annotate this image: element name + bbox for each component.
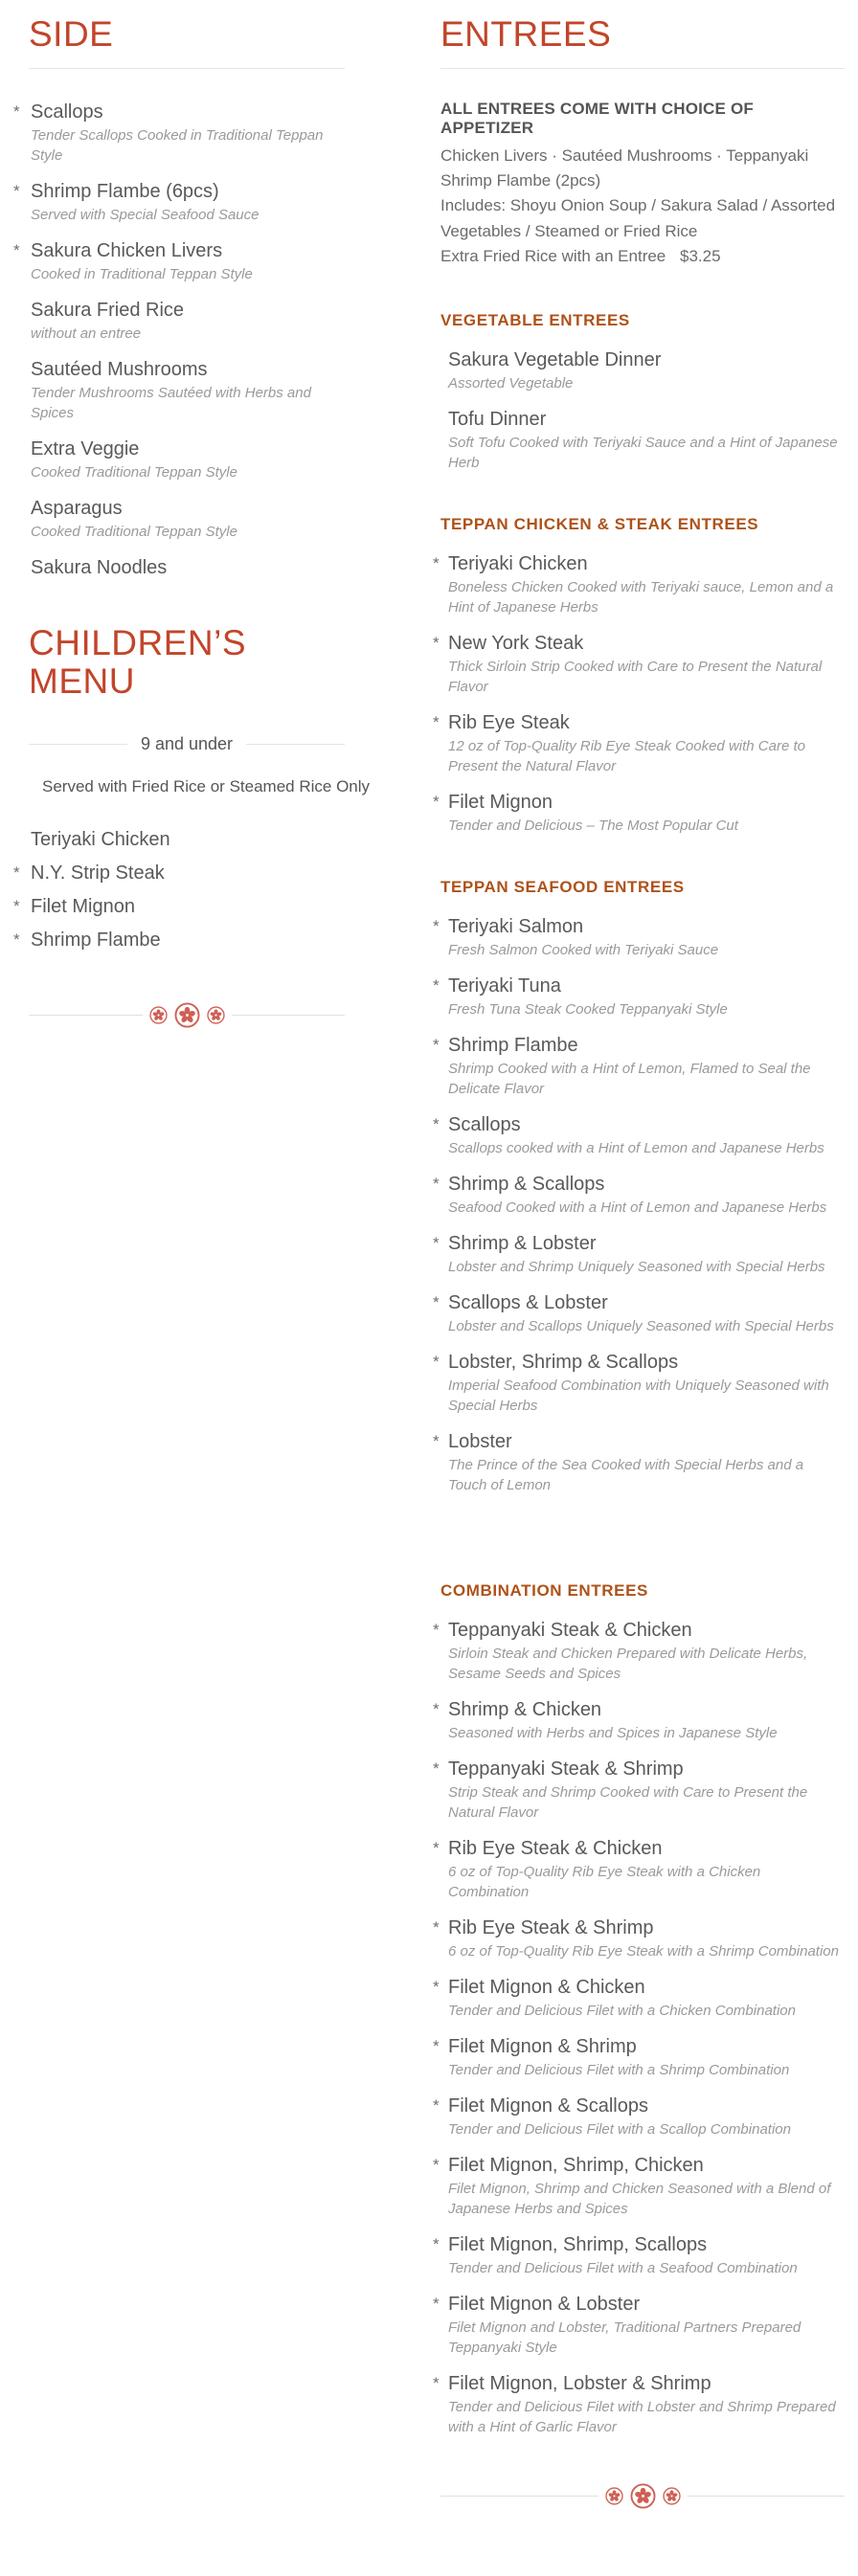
combination-items-list <box>433 1618 845 2437</box>
sakura-flower-icon <box>207 1006 225 1024</box>
item-name: Filet Mignon & Lobster <box>448 2294 641 2316</box>
menu-item <box>433 1350 845 1416</box>
item-name: Extra Veggie <box>31 437 140 459</box>
menu-item <box>433 631 845 697</box>
item-name: Sautéed Mushrooms <box>31 358 208 380</box>
item-description: Imperial Seafood Combination with Uniquely Seasoned with Special Herbs <box>448 1378 829 1415</box>
item-name: Filet Mignon & Chicken <box>448 1977 645 1999</box>
menu-item <box>433 1697 845 1743</box>
item-description: Served with Special Seafood Sauce <box>31 206 260 223</box>
item-description: Tender Mushrooms Sautéed with Herbs and Spices <box>31 384 311 421</box>
asterisk-marker: * <box>433 634 440 653</box>
item-description: Strip Steak and Shrimp Cooked with Care to Present the Natural Flavor <box>448 1784 808 1822</box>
item-description: Tender and Delicious – The Most Popular Cut <box>448 818 738 835</box>
item-description: Tender and Delicious Filet with a Seafood Combination <box>448 2260 798 2277</box>
menu-item <box>433 1429 845 1495</box>
asterisk-marker: * <box>433 2295 440 2314</box>
sakura-flower-icon <box>174 1002 200 1028</box>
item-name: Scallops <box>31 101 103 123</box>
menu-item <box>433 2034 845 2080</box>
item-name: Shrimp & Scallops <box>448 1174 605 1196</box>
sakura-divider <box>29 1002 345 1028</box>
menu-item <box>29 298 345 344</box>
seafood-items-list <box>433 914 845 1495</box>
item-name: Shrimp Flambe (6pcs) <box>31 180 219 202</box>
asterisk-marker: * <box>433 976 440 996</box>
vegetable-items-list <box>440 347 845 473</box>
asterisk-marker: * <box>433 2037 440 2056</box>
item-name: Shrimp Flambe <box>31 930 161 952</box>
item-description: Tender and Delicious Filet with a Chicken Combination <box>448 2003 796 2020</box>
item-name: Teppanyaki Steak & Shrimp <box>448 1758 684 1781</box>
item-name: New York Steak <box>448 633 584 655</box>
item-description: Cooked Traditional Teppan Style <box>31 523 237 540</box>
asterisk-marker: * <box>433 713 440 732</box>
item-description: Sirloin Steak and Chicken Prepared with Delicate Herbs, Sesame Seeds and Spices <box>448 1646 808 1683</box>
extra-rice-text: Extra Fried Rice with an Entree <box>440 247 666 266</box>
asterisk-marker: * <box>433 1234 440 1253</box>
divider-line <box>688 2496 846 2497</box>
menu-item <box>29 357 345 423</box>
asterisk-marker: * <box>433 1759 440 1779</box>
asterisk-marker: * <box>433 1839 440 1858</box>
divider <box>440 68 845 69</box>
subsection-heading: TEPPAN CHICKEN & STEAK ENTREES <box>440 515 759 534</box>
menu-item <box>433 1757 845 1823</box>
item-description: Soft Tofu Cooked with Teriyaki Sauce and a Hint of Japanese Herb <box>448 435 838 472</box>
menu-item <box>13 894 345 919</box>
menu-item <box>433 1112 845 1158</box>
menu-item <box>433 2153 845 2219</box>
item-name: Filet Mignon <box>448 792 553 814</box>
side-section-title: SIDE <box>29 14 114 54</box>
asterisk-marker: * <box>13 897 20 916</box>
menu-item <box>433 1618 845 1684</box>
item-description: Lobster and Scallops Uniquely Seasoned with Special Herbs <box>448 1318 834 1335</box>
item-name: Sakura Noodles <box>31 556 168 578</box>
asterisk-marker: * <box>433 1036 440 1055</box>
seafood-entrees-section <box>433 878 845 1495</box>
menu-item <box>433 974 845 1019</box>
age-note: 9 and under <box>140 734 234 754</box>
menu-item <box>29 555 345 580</box>
menu-item <box>13 179 345 225</box>
divider <box>29 68 345 69</box>
item-description: Fresh Tuna Steak Cooked Teppanyaki Style <box>448 1001 728 1019</box>
item-name: Asparagus <box>31 497 123 519</box>
item-description: Lobster and Shrimp Uniquely Seasoned with Special Herbs <box>448 1259 825 1276</box>
subsection-heading: VEGETABLE ENTREES <box>440 311 630 330</box>
asterisk-marker: * <box>433 2156 440 2175</box>
chicken-steak-entrees-section <box>433 515 845 836</box>
item-name: Filet Mignon <box>31 896 135 918</box>
divider-line <box>246 744 345 745</box>
item-name: Scallops & Lobster <box>448 1292 608 1314</box>
item-name: N.Y. Strip Steak <box>31 862 165 885</box>
right-column <box>433 8 845 2509</box>
item-description: Filet Mignon, Shrimp and Chicken Seasoned with a Blend of Japanese Herbs and Spices <box>448 2181 831 2218</box>
asterisk-marker: * <box>433 2374 440 2393</box>
item-name: Rib Eye Steak <box>448 712 570 734</box>
item-name: Filet Mignon & Scallops <box>448 2095 648 2117</box>
menu-item <box>433 2292 845 2358</box>
item-description: Tender Scallops Cooked in Traditional Teppan Style <box>31 126 324 164</box>
asterisk-marker: * <box>433 1978 440 1997</box>
asterisk-marker: * <box>13 181 20 200</box>
menu-item <box>13 238 345 284</box>
sakura-flower-icon <box>630 2483 656 2509</box>
menu-item <box>433 1172 845 1218</box>
subsection-heading: TEPPAN SEAFOOD ENTREES <box>440 878 685 897</box>
item-name: Lobster <box>448 1431 512 1453</box>
item-description: Tender and Delicious Filet with Lobster and Shrimp Prepared with a Hint of Garlic Flavor <box>448 2399 836 2436</box>
item-name: Shrimp & Lobster <box>448 1233 597 1255</box>
serving-note-divider <box>29 777 371 796</box>
item-name: Filet Mignon, Shrimp, Chicken <box>448 2155 704 2177</box>
entrees-intro <box>440 100 845 270</box>
extra-rice-price: $3.25 <box>680 247 721 266</box>
intro-heading: ALL ENTREES COME WITH CHOICE OF APPETIZER <box>440 99 755 137</box>
combination-entrees-section <box>433 1581 845 2437</box>
menu-item <box>433 2232 845 2278</box>
item-name: Rib Eye Steak & Shrimp <box>448 1917 654 1939</box>
sakura-flower-icon <box>663 2487 681 2505</box>
item-name: Tofu Dinner <box>448 409 547 431</box>
asterisk-marker: * <box>433 1621 440 1640</box>
intro-appetizers: Chicken Livers · Sautéed Mushrooms · Teppanyaki Shrimp Flambe (2pcs) <box>440 146 809 190</box>
menu-item <box>433 1836 845 1902</box>
sakura-flower-icon <box>149 1006 168 1024</box>
item-description: Assorted Vegetable <box>448 375 574 392</box>
side-items-list <box>13 100 345 580</box>
left-column <box>13 8 371 1028</box>
menu-item <box>433 710 845 776</box>
item-description: Scallops cooked with a Hint of Lemon and Japanese Herbs <box>448 1140 824 1157</box>
asterisk-marker: * <box>433 1293 440 1312</box>
asterisk-marker: * <box>13 930 20 950</box>
item-description: Seafood Cooked with a Hint of Lemon and Japanese Herbs <box>448 1199 827 1217</box>
entrees-section-title: ENTREES <box>440 14 612 54</box>
item-description: Thick Sirloin Strip Cooked with Care to Present the Natural Flavor <box>448 659 823 696</box>
asterisk-marker: * <box>433 2096 440 2116</box>
item-name: Sakura Fried Rice <box>31 299 185 321</box>
item-name: Scallops <box>448 1114 521 1136</box>
item-description: Cooked Traditional Teppan Style <box>31 463 237 481</box>
item-name: Rib Eye Steak & Chicken <box>448 1838 663 1860</box>
subsection-heading: COMBINATION ENTREES <box>440 1581 648 1601</box>
item-name: Sakura Vegetable Dinner <box>448 349 662 371</box>
item-description: Cooked in Traditional Teppan Style <box>31 265 253 282</box>
item-description: Fresh Salmon Cooked with Teriyaki Sauce <box>448 942 719 959</box>
intro-includes: Includes: Shoyu Onion Soup / Sakura Salad / Assorted Vegetables / Steamed or Fried Rice <box>440 196 836 240</box>
sakura-flower-icon <box>605 2487 623 2505</box>
item-name: Lobster, Shrimp & Scallops <box>448 1352 679 1374</box>
divider-line <box>29 744 127 745</box>
menu-item <box>433 2371 845 2437</box>
menu-item <box>13 928 345 952</box>
menu-item <box>29 437 345 482</box>
serving-note: Served with Fried Rice or Steamed Rice Only <box>42 777 371 796</box>
sakura-divider <box>440 2483 845 2509</box>
item-description: The Prince of the Sea Cooked with Special Herbs and a Touch of Lemon <box>448 1457 804 1494</box>
menu-item <box>433 551 845 617</box>
item-name: Teppanyaki Steak & Chicken <box>448 1620 692 1642</box>
item-description: Tender and Delicious Filet with a Shrimp Combination <box>448 2062 790 2079</box>
item-description: Shrimp Cooked with a Hint of Lemon, Flamed to Seal the Delicate Flavor <box>448 1061 811 1098</box>
asterisk-marker: * <box>433 793 440 812</box>
item-name: Filet Mignon & Shrimp <box>448 2036 637 2058</box>
item-name: Filet Mignon, Shrimp, Scallops <box>448 2234 708 2256</box>
item-description: 6 oz of Top-Quality Rib Eye Steak with a Shrimp Combination <box>448 1943 839 1960</box>
menu-item <box>440 347 845 393</box>
item-description: 12 oz of Top-Quality Rib Eye Steak Cooked with Care to Present the Natural Flavor <box>448 738 805 775</box>
asterisk-marker: * <box>13 101 20 121</box>
menu-item <box>433 790 845 836</box>
menu-item <box>13 861 345 885</box>
asterisk-marker: * <box>433 1918 440 1938</box>
asterisk-marker: * <box>433 1353 440 1372</box>
item-name: Teriyaki Chicken <box>31 829 170 851</box>
asterisk-marker: * <box>433 1700 440 1719</box>
menu-item <box>29 827 345 852</box>
menu-item <box>433 2094 845 2139</box>
menu-item <box>13 100 345 166</box>
vegetable-entrees-section <box>440 311 845 473</box>
menu-item <box>433 914 845 960</box>
asterisk-marker: * <box>433 917 440 936</box>
asterisk-marker: * <box>13 863 20 883</box>
children-menu-title: CHILDREN’S MENU <box>29 622 247 702</box>
divider-line <box>440 2496 598 2497</box>
item-description: Boneless Chicken Cooked with Teriyaki sauce, Lemon and a Hint of Japanese Herbs <box>448 579 834 616</box>
menu-item <box>433 1290 845 1336</box>
menu-item <box>433 1975 845 2021</box>
item-description: 6 oz of Top-Quality Rib Eye Steak with a Chicken Combination <box>448 1864 761 1901</box>
menu-item <box>433 1231 845 1277</box>
item-description: Seasoned with Herbs and Spices in Japanese Style <box>448 1725 778 1742</box>
menu-item <box>440 407 845 473</box>
asterisk-marker: * <box>433 1115 440 1134</box>
intro-extra-rice <box>440 244 845 269</box>
asterisk-marker: * <box>433 1175 440 1194</box>
children-items-list <box>13 827 345 952</box>
item-name: Shrimp & Chicken <box>448 1699 602 1721</box>
menu-item <box>433 1033 845 1099</box>
item-name: Filet Mignon, Lobster & Shrimp <box>448 2373 711 2395</box>
asterisk-marker: * <box>433 1432 440 1451</box>
age-note-divider <box>29 734 345 754</box>
menu-item <box>29 496 345 542</box>
chicken-steak-items-list <box>433 551 845 836</box>
item-name: Shrimp Flambe <box>448 1035 578 1057</box>
divider-line <box>29 1015 143 1016</box>
asterisk-marker: * <box>433 2235 440 2254</box>
item-description: without an entree <box>31 325 142 342</box>
divider-line <box>232 1015 346 1016</box>
item-name: Teriyaki Tuna <box>448 975 561 997</box>
menu-item <box>433 1915 845 1961</box>
item-name: Teriyaki Chicken <box>448 553 588 575</box>
asterisk-marker: * <box>13 240 20 259</box>
asterisk-marker: * <box>433 554 440 573</box>
item-name: Sakura Chicken Livers <box>31 239 223 261</box>
item-description: Tender and Delicious Filet with a Scallop Combination <box>448 2121 791 2139</box>
item-description: Filet Mignon and Lobster, Traditional Partners Prepared Teppanyaki Style <box>448 2319 802 2357</box>
item-name: Teriyaki Salmon <box>448 916 584 938</box>
